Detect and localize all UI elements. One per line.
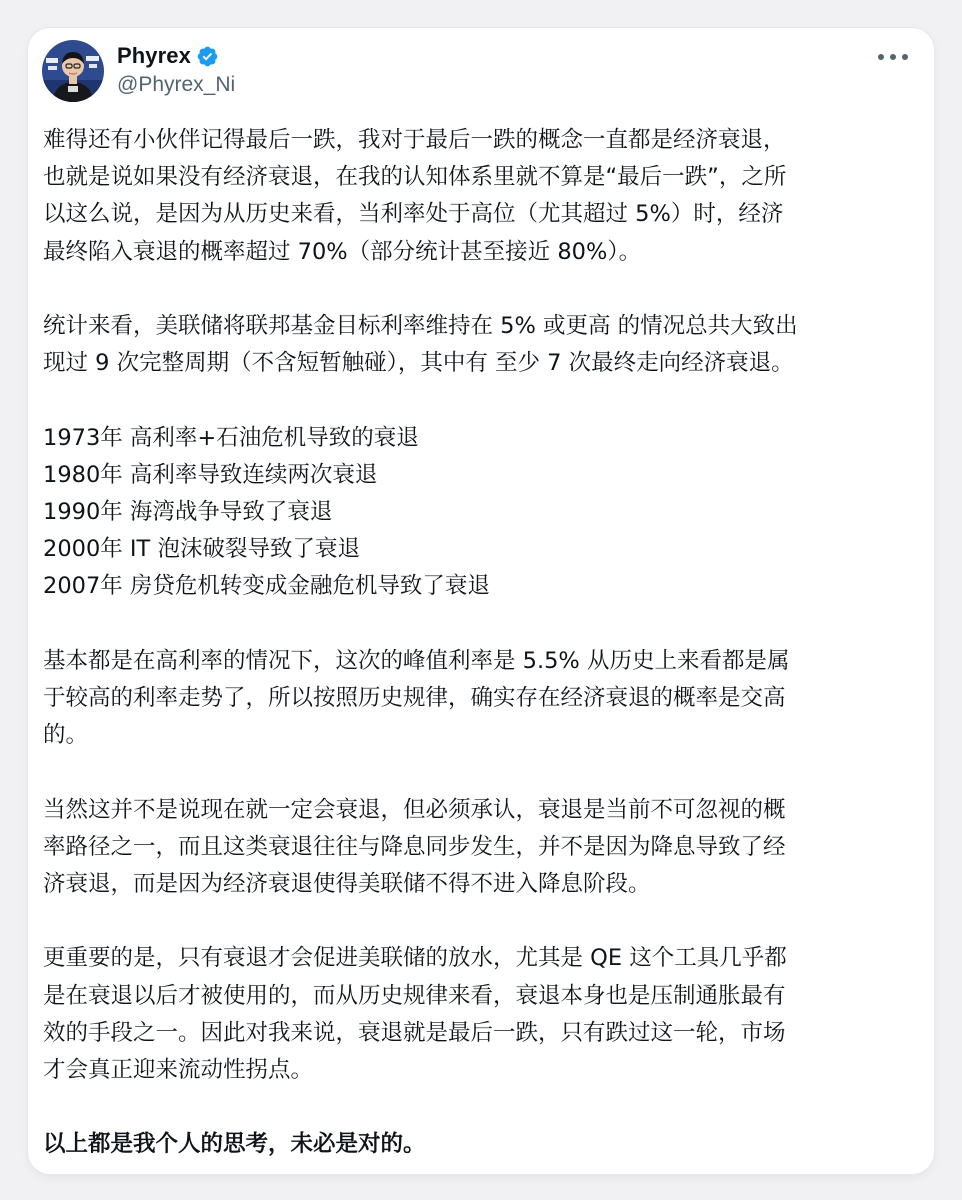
list-item: 1990年 海湾战争导致了衰退 (43, 499, 333, 525)
text-line: 率路径之一，而且这类衰退往往与降息同步发生，并不是因为降息导致了经 (43, 833, 786, 860)
text-line: 以上都是我个人的思考，未必是对的。 (43, 1131, 426, 1158)
text-line: 当然这并不是说现在就一定会衰退，但必须承认，衰退是当前不可忽视的概 (43, 796, 786, 823)
paragraph (43, 308, 919, 382)
text-line: 基本都是在高利率的情况下，这次的峰值利率是 5.5% 从历史上来看都是属 (43, 647, 790, 674)
list-item: 1973年 高利率+石油危机导致的衰退 (43, 424, 419, 451)
text-line: 更重要的是，只有衰退才会促进美联储的放水，尤其是 QE 这个工具几乎都 (43, 945, 787, 972)
list-item: 2007年 房贷危机转变成金融危机导致了衰退 (43, 573, 490, 600)
list-item: 1980年 高利率导致连续两次衰退 (43, 461, 378, 488)
tweet-card (28, 28, 934, 1174)
text-line: 是在衰退以后才被使用的，而从历史规律来看，衰退本身也是压制通胀最有 (43, 982, 786, 1009)
text-line: 效的手段之一。因此对我来说，衰退就是最后一跌，只有跌过这一轮，市场 (43, 1019, 786, 1046)
avatar-photo (42, 40, 104, 102)
paragraph (43, 643, 919, 755)
author-name-row[interactable] (117, 41, 219, 71)
text-line: 才会真正迎来流动性拐点。 (43, 1057, 314, 1083)
avatar[interactable] (42, 40, 104, 102)
text-line: 难得还有小伙伴记得最后一跌，我对于最后一跌的概念一直都是经济衰退， (43, 127, 786, 153)
text-line: 也就是说如果没有经济衰退，在我的认知体系里就不算是“最后一跌”，之所 (43, 164, 787, 191)
verified-badge-icon (196, 45, 219, 68)
more-dot (902, 54, 908, 60)
recession-list (43, 420, 919, 606)
text-line: 最终陷入衰退的概率超过 70%（部分统计甚至接近 80%）。 (43, 238, 642, 265)
text-line: 的。 (43, 722, 89, 749)
more-options-icon[interactable] (878, 50, 908, 64)
display-name[interactable]: Phyrex (117, 43, 191, 68)
text-line: 统计来看，美联储将联邦基金目标利率维持在 5% 或更高 的情况总共大致出 (43, 313, 798, 339)
tweet-text (43, 122, 919, 1164)
paragraph (43, 940, 919, 1089)
text-line: 济衰退，而是因为经济衰退使得美联储不得不进入降息阶段。 (43, 871, 651, 897)
more-dot (878, 54, 884, 60)
text-line: 以这么说，是因为从历史来看，当利率处于高位（尤其超过 5%）时，经济 (43, 201, 784, 228)
text-line: 现过 9 次完整周期（不含短暂触碰），其中有 至少 7 次最终走向经济衰退。 (43, 350, 794, 377)
author-handle[interactable]: @Phyrex_Ni (117, 73, 236, 96)
paragraph (43, 792, 919, 904)
list-item: 2000年 IT 泡沫破裂导致了衰退 (43, 536, 360, 563)
more-dot (890, 54, 896, 60)
text-line: 于较高的利率走势了，所以按照历史规律，确实存在经济衰退的概率是交高 (43, 685, 786, 711)
closing-paragraph (43, 1126, 919, 1163)
paragraph (43, 122, 919, 271)
